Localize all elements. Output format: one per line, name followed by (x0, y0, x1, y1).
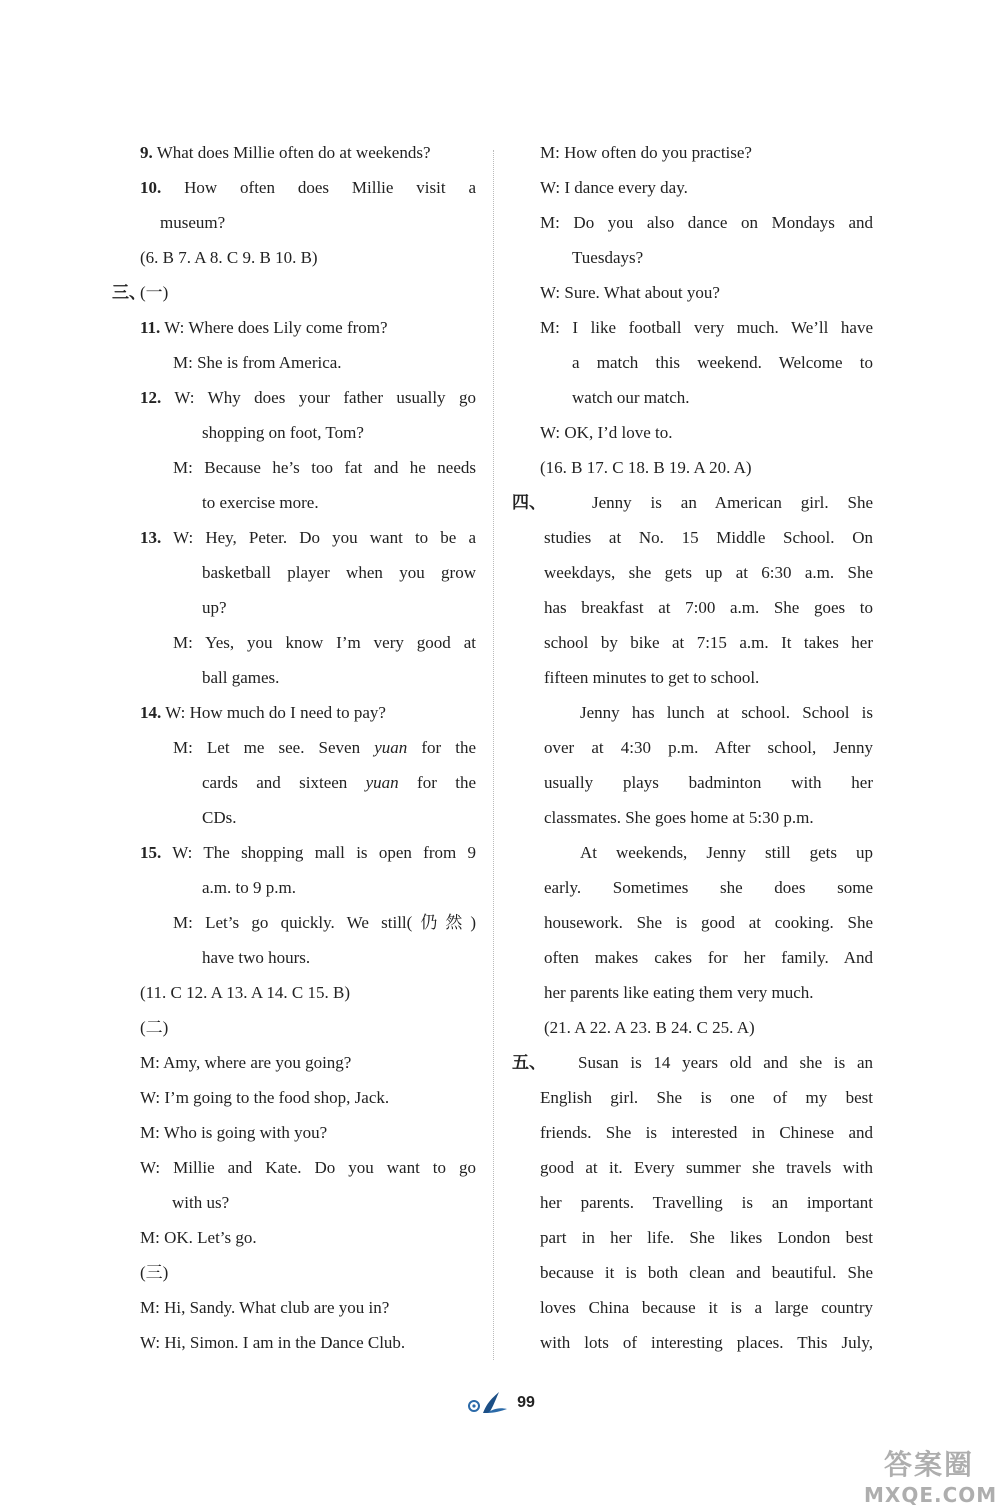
right-column (512, 135, 873, 1360)
question-15-w: 15. W: The shopping mall is open from 9 (140, 843, 476, 862)
column-divider (493, 150, 494, 1360)
section-4-line: Jenny has lunch at school. School is (580, 703, 873, 722)
question-10: 10. How often does Millie visit a (140, 178, 477, 197)
question-14-m: M: Let me see. Seven yuan for the (173, 738, 477, 757)
section-5-line: part in her life. She likes London best (540, 1228, 873, 1247)
question-9: 9. What does Millie often do at weekends? (140, 143, 431, 162)
question-11-m: M: She is from America. (173, 353, 342, 372)
dialogue-3-line: Tuesdays? (572, 248, 644, 267)
section-5-line: her parents. Travelling is an important (540, 1193, 873, 1212)
dialogue-2-line: with us? (172, 1193, 230, 1212)
section-4-line: fifteen minutes to get to school. (544, 668, 760, 687)
question-15-m: M: Let’s go quickly. We still(仍然) (173, 913, 476, 932)
section-5-line: 五、 Susan is 14 years old and she is an (512, 1053, 873, 1072)
dialogue-3-line: watch our match. (572, 388, 690, 407)
question-13-w-cont2: up? (202, 598, 227, 617)
question-12-w-cont: shopping on foot, Tom? (202, 423, 364, 442)
section-5-line: with lots of interesting places. This July, (540, 1333, 873, 1352)
question-13-m: M: Yes, you know I’m very good at (173, 633, 476, 652)
section-4-line: studies at No. 15 Middle School. On (544, 528, 873, 547)
question-13-w-cont: basketball player when you grow (202, 563, 476, 582)
question-13-w: 13. W: Hey, Peter. Do you want to be a (140, 528, 476, 547)
section-4-line: 四、 Jenny is an American girl. She (512, 493, 873, 512)
question-15-w-cont: a.m. to 9 p.m. (202, 878, 296, 897)
question-12-m-cont: to exercise more. (202, 493, 319, 512)
question-10-cont: museum? (160, 213, 226, 232)
dialogue-2-line: M: Amy, where are you going? (140, 1053, 352, 1072)
subsection-2: (二) (140, 1018, 169, 1037)
left-column (112, 135, 477, 1360)
page-footer (410, 1388, 590, 1418)
dialogue-3-line: W: Sure. What about you? (540, 283, 720, 302)
question-14-m-cont2: CDs. (202, 808, 237, 827)
answer-key-2: (11. C 12. A 13. A 14. C 15. B) (140, 983, 351, 1002)
publisher-logo-icon (465, 1389, 509, 1417)
section-3-heading: 三、 (一) (112, 283, 169, 302)
dialogue-3-line: M: How often do you practise? (540, 143, 752, 162)
section-4-line: has breakfast at 7:00 a.m. She goes to (544, 598, 873, 617)
question-14-w: 14. W: How much do I need to pay? (140, 703, 386, 722)
question-11-w: 11. W: Where does Lily come from? (140, 318, 388, 337)
section-4-line: weekdays, she gets up at 6:30 a.m. She (544, 563, 873, 582)
answer-key-4: (21. A 22. A 23. B 24. C 25. A) (544, 1018, 755, 1037)
section-4-line: school by bike at 7:15 a.m. It takes her (544, 633, 873, 652)
question-14-m-cont: cards and sixteen yuan for the (202, 773, 476, 792)
section-4-line: her parents like eating them very much. (544, 983, 814, 1002)
section-5-line: English girl. She is one of my best (540, 1088, 873, 1107)
dialogue-3-line: M: Do you also dance on Mondays and (540, 213, 873, 232)
question-12-w: 12. W: Why does your father usually go (140, 388, 476, 407)
section-4-line: over at 4:30 p.m. After school, Jenny (544, 738, 873, 757)
subsection-3: (三) (140, 1263, 169, 1282)
answer-key-3: (16. B 17. C 18. B 19. A 20. A) (540, 458, 752, 477)
section-4-line: classmates. She goes home at 5:30 p.m. (544, 808, 814, 827)
dialogue-2-line: M: OK. Let’s go. (140, 1228, 257, 1247)
answer-key-1: (6. B 7. A 8. C 9. B 10. B) (140, 248, 318, 267)
question-15-m-cont: have two hours. (202, 948, 311, 967)
dialogue-2-line: M: Who is going with you? (140, 1123, 328, 1142)
dialogue-3-line: M: I like football very much. We’ll have (540, 318, 873, 337)
page-number: 99 (517, 1394, 535, 1411)
watermark (864, 1443, 998, 1507)
section-5-line: friends. She is interested in Chinese and (540, 1123, 873, 1142)
dialogue-3-line: W: OK, I’d love to. (540, 423, 673, 442)
dialogue-3-line: M: Hi, Sandy. What club are you in? (140, 1298, 390, 1317)
section-4-line: housework. She is good at cooking. She (544, 913, 873, 932)
question-12-m: M: Because he’s too fat and he needs (173, 458, 476, 477)
dialogue-3-line: W: Hi, Simon. I am in the Dance Club. (140, 1333, 406, 1352)
section-4-line: At weekends, Jenny still gets up (580, 843, 873, 862)
section-4-line: early. Sometimes she does some (544, 878, 873, 897)
section-5-line: good at it. Every summer she travels with (540, 1158, 873, 1177)
question-13-m-cont: ball games. (202, 668, 280, 687)
dialogue-2-line: W: Millie and Kate. Do you want to go (140, 1158, 476, 1177)
section-5-line: because it is both clean and beautiful. She (540, 1263, 873, 1282)
watermark-bottom: MXQE.COM (864, 1483, 998, 1507)
section-4-line: usually plays badminton with her (544, 773, 873, 792)
dialogue-3-line: W: I dance every day. (540, 178, 688, 197)
dialogue-3-line: a match this weekend. Welcome to (572, 353, 873, 372)
section-4-line: often makes cakes for her family. And (544, 948, 873, 967)
watermark-top: 答案圈 (883, 1448, 974, 1481)
dialogue-2-line: W: I’m going to the food shop, Jack. (140, 1088, 390, 1107)
section-5-line: loves China because it is a large country (540, 1298, 873, 1317)
